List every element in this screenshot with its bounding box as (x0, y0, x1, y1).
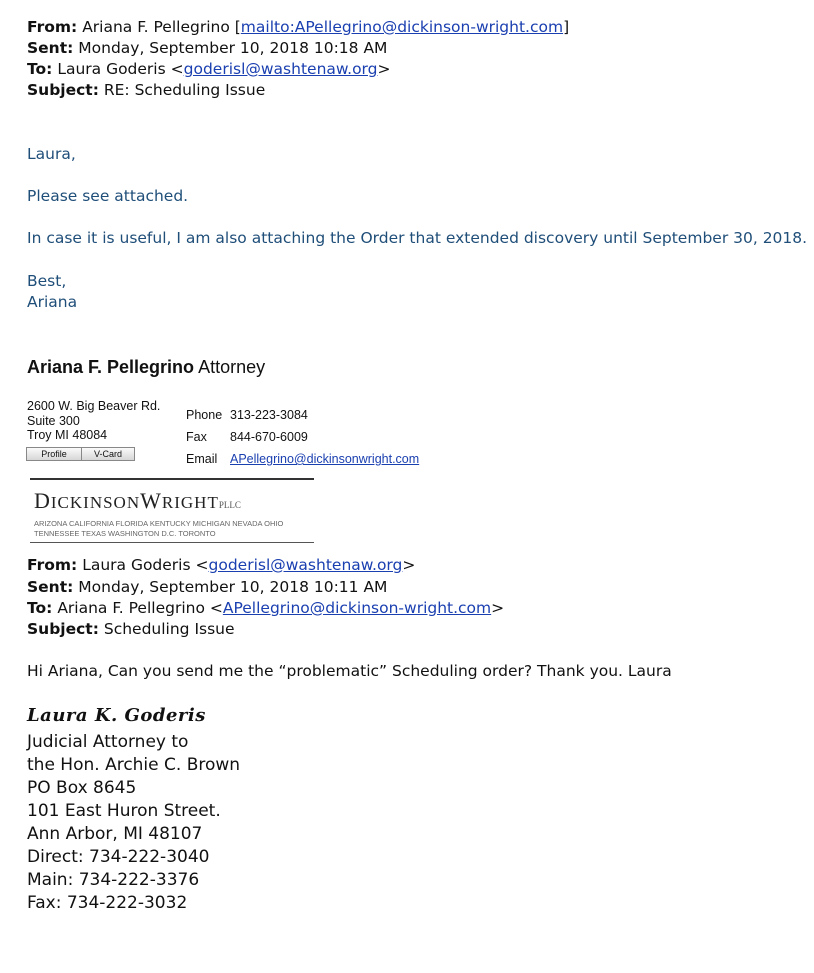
recipient-email-link[interactable]: APellegrino@dickinson-wright.com (222, 599, 492, 617)
recipient-name: Laura Goderis (57, 60, 166, 78)
email-label: Email (186, 452, 218, 466)
signature-line: 101 East Huron Street. (27, 801, 221, 821)
email1-greeting: Laura, (27, 145, 76, 163)
email2-from-line: From: Laura Goderis <goderisl@washtenaw.org> (27, 556, 416, 574)
sender-name: Ariana F. Pellegrino (82, 18, 230, 36)
email1-to-line: To: Laura Goderis <goderisl@washtenaw.org> (27, 60, 391, 78)
email2-to-line: To: Ariana F. Pellegrino <APellegrino@dickinson-wright.com> (27, 599, 505, 617)
attorney-signature-name (27, 357, 265, 378)
sender-mailto-link[interactable]: mailto:APellegrino@dickinson-wright.com (240, 18, 564, 36)
subject-label: Subject: (27, 81, 99, 99)
signature-line: Judicial Attorney to (27, 732, 189, 752)
attorney-email-link[interactable]: APellegrino@dickinsonwright.com (230, 452, 420, 466)
to-label: To: (27, 599, 53, 617)
subject-value: Scheduling Issue (103, 620, 235, 638)
logo-top-rule (30, 478, 314, 480)
signature-line: Fax: 734-222-3032 (27, 893, 188, 913)
sent-label: Sent: (27, 578, 74, 596)
signature-line: PO Box 8645 (27, 778, 137, 798)
logo-bottom-rule (30, 542, 314, 543)
profile-button[interactable]: Profile (26, 447, 82, 461)
sender-email-link[interactable]: goderisl@washtenaw.org (208, 556, 403, 574)
address-line: Suite 300 (27, 413, 80, 428)
attorney-name: Ariana F. Pellegrino (27, 357, 195, 377)
to-label: To: (27, 60, 53, 78)
from-label: From: (27, 556, 78, 574)
logo-wordmark: DICKINSONWRIGHTPLLC (34, 488, 241, 513)
judicial-signature-block (27, 731, 240, 915)
from-label: From: (27, 18, 78, 36)
sent-value: Monday, September 10, 2018 10:18 AM (78, 39, 388, 57)
address-line: 2600 W. Big Beaver Rd. (27, 399, 161, 413)
email1-signoff: Ariana (27, 293, 78, 311)
signature-line: Ann Arbor, MI 48107 (27, 824, 203, 844)
email1-line1: Please see attached. (27, 187, 189, 205)
fax-value: 844-670-6009 (230, 430, 308, 444)
recipient-email-link[interactable]: goderisl@washtenaw.org (183, 60, 378, 78)
logo-locations: ARIZONA CALIFORNIA FLORIDA KENTUCKY MICHIGAN NEVADA OHIO TENNESSEE TEXAS WASHINGTON D.C. TORONTO (34, 519, 284, 538)
phone-value: 313-223-3084 (230, 408, 308, 422)
email2-subject-line (27, 619, 235, 640)
signature-line: the Hon. Archie C. Brown (27, 755, 241, 775)
sent-value: Monday, September 10, 2018 10:11 AM (78, 578, 388, 596)
address-line: Troy MI 48084 (27, 428, 108, 442)
email1-line2: In case it is useful, I am also attaching the Order that extended discovery until September 30, 2018. (27, 229, 808, 247)
sent-label: Sent: (27, 39, 74, 57)
signature-line: Direct: 734-222-3040 (27, 847, 210, 867)
profile-buttons (26, 447, 135, 461)
email1-closing: Best, (27, 272, 67, 290)
attorney-title: Attorney (198, 357, 266, 377)
email2-body: Hi Ariana, Can you send me the “problematic” Scheduling order? Thank you. Laura (27, 662, 672, 680)
dickinson-wright-logo (30, 478, 314, 543)
office-address (27, 399, 160, 443)
recipient-name: Ariana F. Pellegrino (57, 599, 205, 617)
subject-label: Subject: (27, 620, 99, 638)
signature-line: Main: 734-222-3376 (27, 870, 200, 890)
email1-sent-line (27, 38, 387, 59)
vcard-button[interactable]: V-Card (82, 447, 135, 461)
email1-subject-line (27, 80, 265, 101)
phone-label: Phone (186, 408, 223, 422)
subject-value: RE: Scheduling Issue (103, 81, 266, 99)
sender-name: Laura Goderis (82, 556, 191, 574)
contact-block (186, 404, 419, 470)
handwritten-signature: Laura K. Goderis (27, 705, 206, 726)
email2-sent-line (27, 577, 387, 598)
email1-from-line: From: Ariana F. Pellegrino [mailto:APellegrino@dickinson-wright.com] (27, 18, 570, 36)
fax-label: Fax (186, 430, 207, 444)
